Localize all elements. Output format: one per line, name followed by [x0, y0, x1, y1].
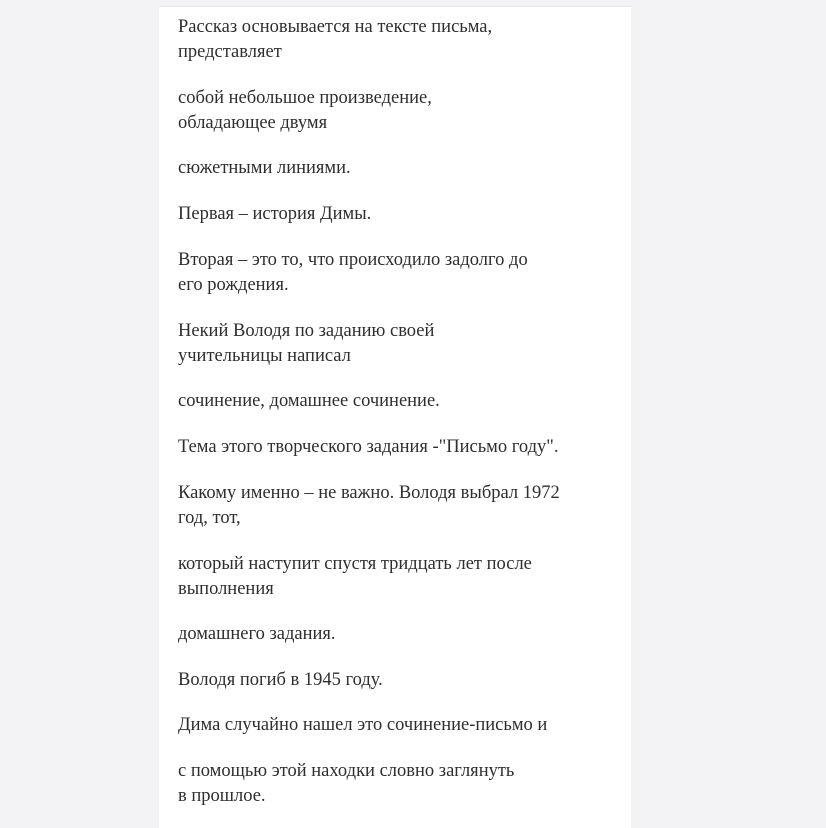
paragraph-line: Володя погиб в 1945 году.: [178, 670, 383, 690]
paragraph-line: Тема этого творческого задания -"Письмо году".: [178, 437, 559, 457]
paragraph-line: Рассказ основывается на тексте письма,: [178, 17, 493, 37]
paragraph-8: [178, 435, 623, 460]
paragraph-line: сочинение, домашнее сочинение.: [178, 391, 440, 411]
paragraph-line: Какому именно – не важно. Володя выбрал 1972: [178, 483, 560, 503]
paragraph-line: обладающее двумя: [178, 113, 328, 133]
paragraph-line: его рождения.: [178, 275, 289, 295]
paragraph-10: [178, 552, 623, 602]
paragraph-line: который наступит спустя тридцать лет после: [178, 554, 532, 574]
paragraph-line: учительницы написал: [178, 346, 351, 366]
paragraph-line: сюжетными линиями.: [178, 158, 351, 178]
paragraph-line: представляет: [178, 42, 282, 62]
paragraph-line: выполнения: [178, 579, 274, 599]
paragraph-9: [178, 481, 623, 531]
paragraph-line: домашнего задания.: [178, 624, 336, 644]
paragraph-line: год, тот,: [178, 508, 241, 528]
paragraph-line: с помощью этой находки словно заглянуть: [178, 761, 515, 781]
paragraph-line: в прошлое.: [178, 786, 266, 806]
paragraph-6: [178, 319, 623, 369]
paragraph-11: [178, 622, 623, 647]
paragraph-3: [178, 156, 623, 181]
paragraph-5: [178, 248, 623, 298]
paragraph-line: Первая – история Димы.: [178, 204, 372, 224]
paragraph-line: Некий Володя по заданию своей: [178, 321, 435, 341]
paragraph-1: [178, 15, 623, 65]
paragraph-14: [178, 759, 623, 809]
paragraph-4: [178, 202, 623, 227]
paragraph-2: [178, 86, 623, 136]
paragraph-line: Дима случайно нашел это сочинение-письмо и: [178, 715, 548, 735]
paragraph-13: [178, 713, 623, 738]
paragraph-7: [178, 389, 623, 414]
paragraph-line: Вторая – это то, что происходило задолго до: [178, 250, 528, 270]
document-page: [159, 6, 631, 828]
paragraph-line: собой небольшое произведение,: [178, 88, 432, 108]
paragraph-12: [178, 668, 623, 693]
